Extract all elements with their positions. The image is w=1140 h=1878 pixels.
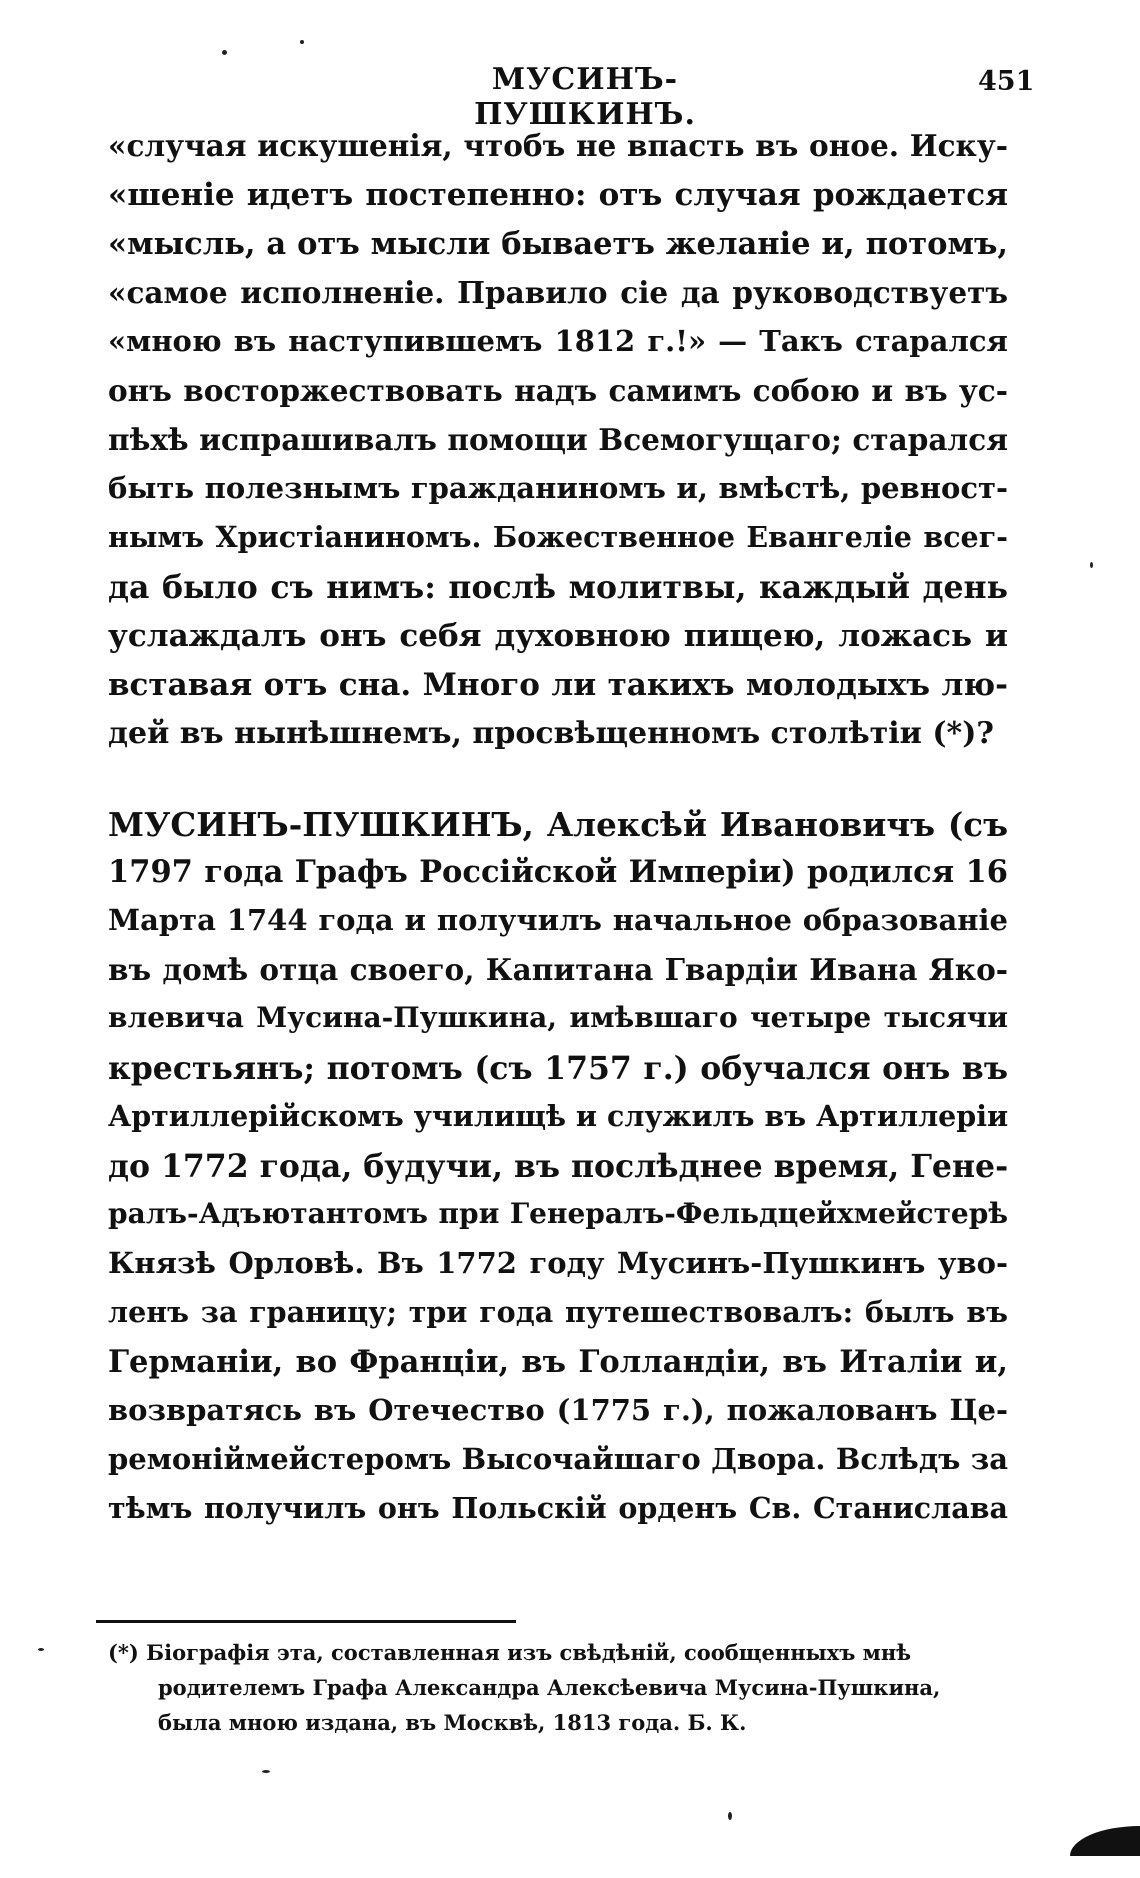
text-line: Князѣ Орловѣ. Въ 1772 году Мусинъ-Пушкинъ уво- [108,1246,1008,1280]
ink-speck [38,1648,44,1651]
text-line: «самое исполненіе. Правило сіе да руководствуетъ [108,275,1008,310]
page-number: 451 [978,66,1035,97]
text-line: тѣмъ получилъ онъ Польскій орденъ Св. Станислава [108,1491,1008,1525]
ink-speck [1090,562,1093,568]
text-line: «мысль, а отъ мысли бываетъ желаніе и, потомъ, [108,226,1008,262]
text-line: ленъ за границу; три года путешествовалъ: былъ въ [108,1295,1008,1329]
text-line: ралъ-Адъютантомъ при Генералъ-Фельдцейхмейстерѣ [108,1197,1008,1230]
text-line: возвратясь въ Отечество (1775 г.), пожалованъ Це- [108,1393,1008,1427]
text-line: пѣхѣ испрашивалъ помощи Всемогущаго; старался [108,422,1008,457]
text-line: вставая отъ сна. Много ли такихъ молодыхъ лю- [108,667,1008,703]
text-line: до 1772 года, будучи, въ послѣднее время, Гене- [108,1148,1009,1185]
text-line: дей въ нынѣшнемъ, просвѣщенномъ столѣтіи (*)? [108,716,994,751]
text-line: быть полезнымъ гражданиномъ и, вмѣстѣ, ревност- [108,471,1008,505]
text-line: Артиллерійскомъ училищѣ и служилъ въ Артиллеріи [108,1099,1009,1133]
ink-bleed-corner [1070,1826,1140,1856]
text-line: влевича Мусина-Пушкина, имѣвшаго четыре тысячи [108,1001,1008,1034]
text-line: Марта 1744 года и получилъ начальное образованіе [108,903,1008,937]
text-line: крестьянъ; потомъ (съ 1757 г.) обучался онъ въ [108,1050,1008,1087]
running-title: МУСИНЪ-ПУШКИНЪ. [474,62,696,132]
ink-speck [262,1770,270,1773]
footnote-line: была мною издана, въ Москвѣ, 1813 года. Б. К. [158,1710,747,1735]
page-header [0,62,1140,132]
footnote-line: (*) Біографія эта, составленная изъ свѣдѣній, сообщенныхъ мнѣ [108,1640,912,1665]
text-line: нымъ Христіаниномъ. Божественное Евангеліе всег- [108,520,1008,554]
text-line: «мною въ наступившемъ 1812 г.!» — Такъ старался [108,324,1008,358]
text-line: онъ восторжествовать надъ самимъ собою и въ ус- [108,373,1008,408]
ink-speck [300,40,304,44]
text-line: МУСИНЪ-ПУШКИНЪ, Алексѣй Ивановичъ (съ [108,805,1008,844]
footnote-line: родителемъ Графа Александра Алексѣевича Мусина-Пушкина, [158,1675,941,1700]
ink-speck [728,1812,732,1820]
text-line: Германіи, во Франціи, въ Голландіи, въ Италіи и, [108,1344,1008,1380]
text-line: «шеніе идетъ постепенно: отъ случая рождается [108,177,1008,213]
text-line: да было съ нимъ: послѣ молитвы, каждый день [108,569,1008,606]
footnote-rule [96,1620,516,1623]
text-line: «случая искушенія, чтобъ не впасть въ оное. Иску- [108,128,1008,163]
text-line: услаждалъ онъ себя духовною пищею, ложась и [108,618,1008,654]
text-line: въ домѣ отца своего, Капитана Гвардіи Ивана Яко- [108,952,1008,987]
text-line: ремоніймейстеромъ Высочайшаго Двора. Вслѣдъ за [108,1442,1008,1476]
ink-speck [222,50,227,55]
text-line: 1797 года Графъ Россійской Имперіи) родился 16 [108,854,1008,890]
